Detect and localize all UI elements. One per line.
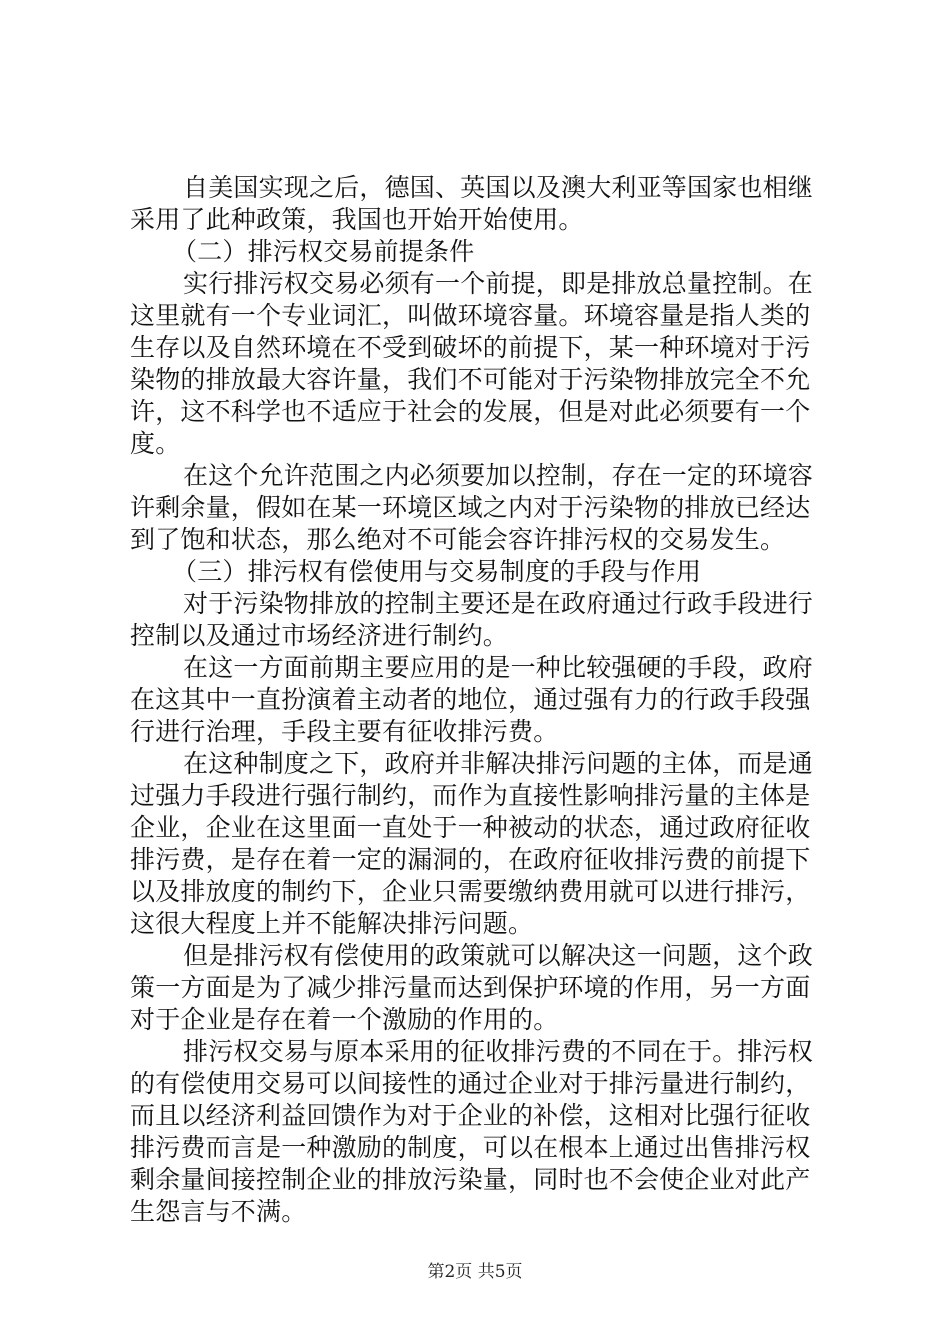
text-line: 许，这不科学也不适应于社会的发展，但是对此必须要有一个 [130, 397, 811, 426]
text-line: 生存以及自然环境在不受到破坏的前提下，某一种环境对于污 [130, 333, 811, 362]
text-line: 在这其中一直扮演着主动者的地位，通过强有力的行政手段强 [130, 685, 811, 714]
text-line: 的有偿使用交易可以间接性的通过企业对于排污量进行制约， [130, 1069, 811, 1098]
text-line: 对于污染物排放的控制主要还是在政府通过行政手段进行 [183, 589, 814, 618]
text-line: 策一方面是为了减少排污量而达到保护环境的作用，另一方面 [130, 973, 811, 1002]
text-line: 采用了此种政策，我国也开始开始使用。 [130, 205, 584, 234]
text-line: 排污费而言是一种激励的制度，可以在根本上通过出售排污权 [130, 1133, 811, 1162]
text-line: 以及排放度的制约下，企业只需要缴纳费用就可以进行排污， [130, 877, 811, 906]
text-line: 剩余量间接控制企业的排放污染量，同时也不会使企业对此产 [130, 1165, 811, 1194]
text-line: 在这一方面前期主要应用的是一种比较强硬的手段，政府 [183, 653, 814, 682]
text-line: 排污费，是存在着一定的漏洞的，在政府征收排污费的前提下 [130, 845, 811, 874]
text-line: 这里就有一个专业词汇，叫做环境容量。环境容量是指人类的 [130, 301, 811, 330]
text-line: 度。 [130, 429, 181, 458]
page-number-footer: 第2页 共5页 [427, 1262, 523, 1282]
text-line: 对于企业是存在着一个激励的作用的。 [130, 1005, 559, 1034]
section-heading: （二）排污权交易前提条件 [172, 237, 475, 266]
text-line: 过强力手段进行强行制约，而作为直接性影响排污量的主体是 [130, 781, 811, 810]
text-line: 而且以经济利益回馈作为对于企业的补偿，这相对比强行征收 [130, 1101, 811, 1130]
text-line: 许剩余量，假如在某一环境区域之内对于污染物的排放已经达 [130, 493, 811, 522]
text-line: 染物的排放最大容许量，我们不可能对于污染物排放完全不允 [130, 365, 811, 394]
text-line: 控制以及通过市场经济进行制约。 [130, 621, 509, 650]
text-line: 在这种制度之下，政府并非解决排污问题的主体，而是通 [183, 749, 814, 778]
text-line: 在这个允许范围之内必须要加以控制，存在一定的环境容 [183, 461, 814, 490]
text-line: 自美国实现之后，德国、英国以及澳大利亚等国家也相继 [183, 173, 814, 202]
text-line: 行进行治理，手段主要有征收排污费。 [130, 717, 559, 746]
text-line: 但是排污权有偿使用的政策就可以解决这一问题，这个政 [183, 941, 814, 970]
text-line: 实行排污权交易必须有一个前提，即是排放总量控制。在 [183, 269, 814, 298]
text-line: 排污权交易与原本采用的征收排污费的不同在于。排污权 [183, 1037, 814, 1066]
text-line: 到了饱和状态，那么绝对不可能会容许排污权的交易发生。 [130, 525, 786, 554]
text-line: 这很大程度上并不能解决排污问题。 [130, 909, 534, 938]
section-heading: （三）排污权有偿使用与交易制度的手段与作用 [172, 557, 702, 586]
text-line: 生怨言与不满。 [130, 1197, 307, 1226]
text-line: 企业，企业在这里面一直处于一种被动的状态，通过政府征收 [130, 813, 811, 842]
